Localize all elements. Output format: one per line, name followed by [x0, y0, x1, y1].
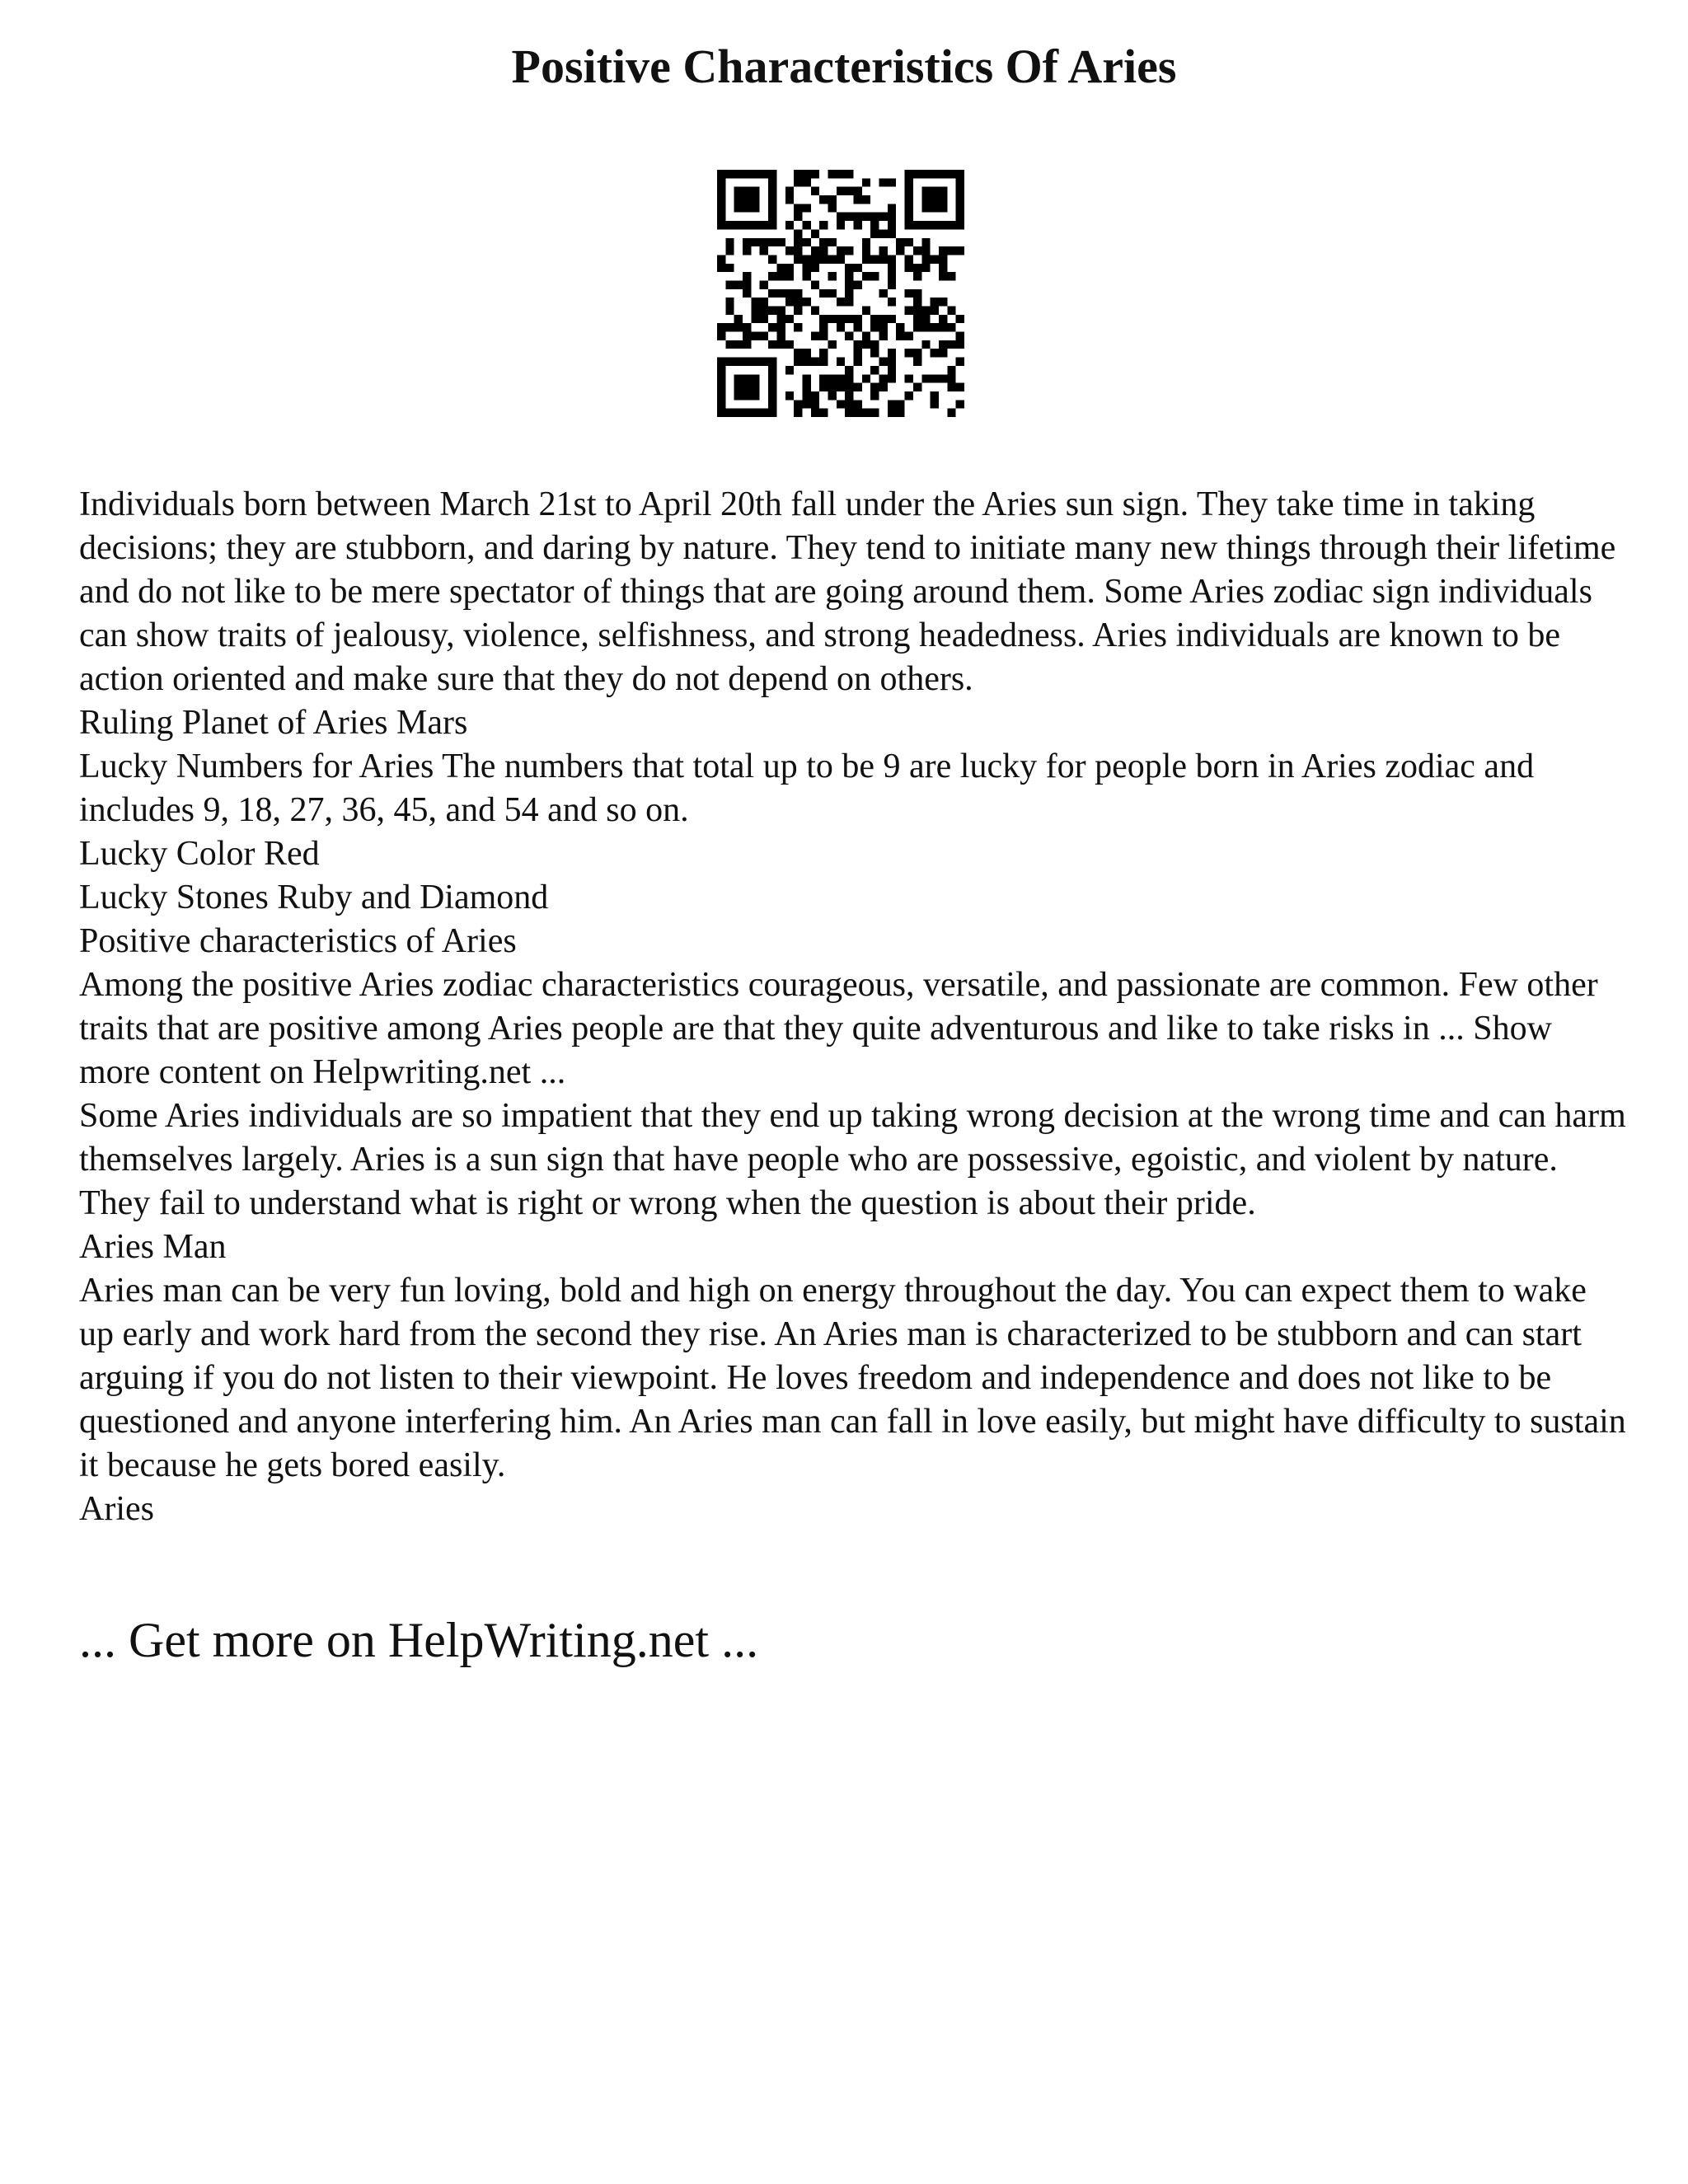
- lucky-numbers-paragraph: Lucky Numbers for Aries The numbers that total up to be 9 are lucky for people born in Aries zodiac and includes 9, 18, 27, 36, 45, and 54 and so on.: [79, 748, 1535, 829]
- intro-paragraph: Individuals born between March 21st to April 20th fall under the Aries sun sign. They take time in taking decisions; they are stubborn, and daring by nature. They tend to initiate many new things through their lifetime and do not like to be mere spectator of things that are going around them. Some Aries zodiac sign individuals can show traits of jealousy, violence, selfishness, and strong headedness. Aries individuals are known to be action oriented and make sure that they do not depend on others.: [79, 485, 1616, 698]
- lucky-color-line: Lucky Color Red: [79, 835, 320, 873]
- qr-code-graphic: [717, 170, 964, 417]
- trailing-aries-line: Aries: [79, 1490, 154, 1528]
- positive-traits-paragraph: Among the positive Aries zodiac characteristics courageous, versatile, and passionate are common. Few other traits that are positive among Aries people are that they quite adventurous and like to take risks in ... Show more content on Helpwriting.net ...: [79, 966, 1598, 1091]
- page-title: Positive Characteristics Of Aries: [511, 40, 1177, 93]
- section-heading-aries-man: Aries Man: [79, 1228, 227, 1266]
- section-heading-positive: Positive characteristics of Aries: [79, 922, 517, 960]
- impatience-paragraph: Some Aries individuals are so impatient that they end up taking wrong decision at the wrong time and can harm themselves largely. Aries is a sun sign that have people who are possessive, egoistic, and violent by nature. They fail to understand what is right or wrong when the question is about their pride.: [79, 1097, 1626, 1222]
- ruling-planet-line: Ruling Planet of Aries Mars: [79, 704, 468, 742]
- aries-man-paragraph: Aries man can be very fun loving, bold and high on energy throughout the day. You can expect them to wake up early and work hard from the second they rise. An Aries man is characterized to be stubborn and can start arguing if you do not listen to their viewpoint. He loves freedom and independence and does not like to be questioned and anyone interfering him. An Aries man can fall in love easily, but might have difficulty to sustain it because he gets bored easily.: [79, 1272, 1626, 1484]
- lucky-stones-line: Lucky Stones Ruby and Diamond: [79, 879, 549, 916]
- get-more-link[interactable]: ... Get more on HelpWriting.net ...: [79, 1613, 759, 1667]
- qr-code-icon: [717, 170, 964, 417]
- article-body: [79, 483, 1629, 1531]
